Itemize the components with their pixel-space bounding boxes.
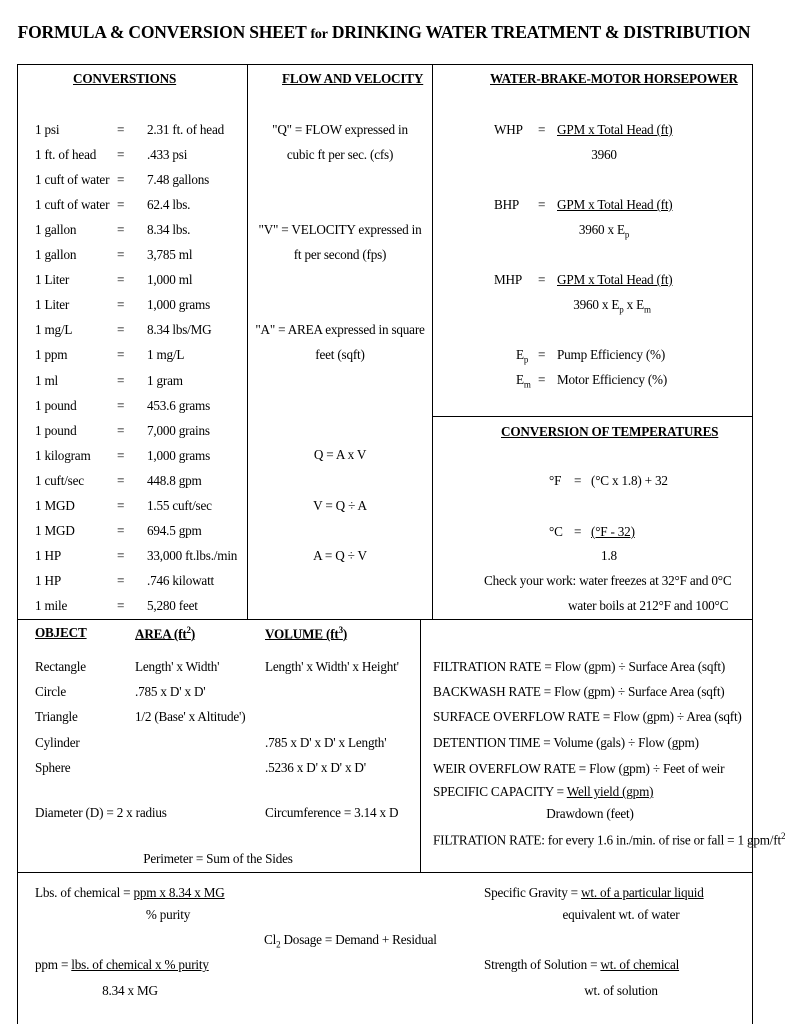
conversion-equals: =	[117, 548, 125, 563]
conversion-value: 3,785 ml	[147, 247, 193, 262]
conversion-unit: 1 Liter	[35, 297, 70, 312]
specific-gravity-denominator: equivalent wt. of water	[562, 907, 680, 922]
em-text: Motor Efficiency (%)	[557, 372, 668, 387]
whp-equals: =	[538, 122, 546, 137]
geometry-volume: .785 x D' x D' x Length'	[265, 735, 387, 750]
v-definition-line1: "V" = VELOCITY expressed in	[258, 222, 422, 237]
geometry-volume: Length' x Width' x Height'	[265, 659, 399, 674]
conversion-equals: =	[117, 172, 125, 187]
conversion-value: .746 kilowatt	[147, 573, 214, 588]
q-definition-line2: cubic ft per sec. (cfs)	[286, 147, 394, 162]
formula-a: A = Q ÷ V	[313, 548, 367, 563]
outer-right-border	[752, 64, 753, 1024]
conversion-equals: =	[117, 573, 125, 588]
title-for: for	[310, 27, 328, 42]
specific-gravity-formula: Specific Gravity = wt. of a particular liquid	[484, 885, 704, 900]
v-definition-line2: ft per second (fps)	[293, 247, 387, 262]
conversion-value: 62.4 lbs.	[147, 197, 191, 212]
geometry-object: Circle	[35, 684, 67, 699]
check-freezes: Check your work: water freezes at 32°F and 0°C	[484, 573, 732, 588]
fahrenheit-equals: =	[574, 473, 582, 488]
cl2-dosage: $Cl_2$ Dosage = Demand + Residual	[264, 932, 437, 950]
geometry-volume: .5236 x D' x D' x D'	[265, 760, 366, 775]
conversion-value: 1 gram	[147, 373, 183, 388]
check-boils: water boils at 212°F and 100°C	[568, 598, 729, 613]
conversion-equals: =	[117, 373, 125, 388]
conversion-value: 8.34 lbs.	[147, 222, 191, 237]
conversion-unit: 1 mile	[35, 598, 68, 613]
em-equals: =	[538, 372, 546, 387]
celsius-lhs: °C	[549, 524, 563, 539]
specific-capacity: SPECIFIC CAPACITY = Well yield (gpm)	[433, 784, 654, 799]
outer-top-border	[17, 64, 753, 65]
circumference-formula: Circumference = 3.14 x D	[265, 805, 399, 820]
geometry-object: Cylinder	[35, 735, 80, 750]
page-title	[0, 22, 768, 43]
geometry-object: Rectangle	[35, 659, 86, 674]
conversion-value: 1,000 grams	[147, 297, 210, 312]
conversion-value: 694.5 gpm	[147, 523, 202, 538]
conversions-heading: CONVERSTIONS	[73, 71, 177, 86]
ep-text: Pump Efficiency (%)	[557, 347, 666, 362]
conversion-value: 7.48 gallons	[147, 172, 210, 187]
conversion-value: 7,000 grains	[147, 423, 210, 438]
geometry-object: Triangle	[35, 709, 78, 724]
divider-geometry-rates	[420, 619, 421, 872]
outer-left-border	[17, 64, 18, 1024]
whp-label: WHP	[494, 122, 523, 137]
ep-symbol: $E_p$	[516, 347, 529, 365]
divider-col2	[432, 64, 433, 619]
title-rest: DRINKING WATER TREATMENT & DISTRIBUTION	[331, 22, 751, 42]
conversion-equals: =	[117, 147, 125, 162]
conversion-unit: 1 MGD	[35, 498, 75, 513]
conversion-equals: =	[117, 272, 125, 287]
conversion-unit: 1 cuft of water	[35, 197, 110, 212]
ppm-denominator: 8.34 x MG	[102, 983, 158, 998]
conversion-equals: =	[117, 122, 125, 137]
whp-numerator: GPM x Total Head (ft)	[557, 122, 673, 137]
mhp-equals: =	[538, 272, 546, 287]
conversion-value: 5,280 feet	[147, 598, 198, 613]
detention-time: DETENTION TIME = Volume (gals) ÷ Flow (gpm)	[433, 735, 699, 750]
conversion-unit: 1 Liter	[35, 272, 70, 287]
filtration-rate: FILTRATION RATE = Flow (gpm) ÷ Surface Area (sqft)	[433, 659, 726, 674]
title-main: FORMULA & CONVERSION SHEET	[17, 22, 307, 42]
conversion-value: 1.55 cuft/sec	[147, 498, 212, 513]
temperature-heading: CONVERSION OF TEMPERATURES	[501, 424, 719, 439]
geometry-area: Length' x Width'	[135, 659, 220, 674]
lbs-chemical-formula: Lbs. of chemical = ppm x 8.34 x MG	[35, 885, 225, 900]
horsepower-heading: WATER-BRAKE-MOTOR HORSEPOWER	[490, 71, 738, 86]
mhp-label: MHP	[494, 272, 522, 287]
ppm-formula: ppm = lbs. of chemical x % purity	[35, 957, 209, 972]
ep-equals: =	[538, 347, 546, 362]
conversion-value: 1 mg/L	[147, 347, 185, 362]
weir-overflow-rate: WEIR OVERFLOW RATE = Flow (gpm) ÷ Feet of weir	[433, 761, 725, 776]
conversion-unit: 1 HP	[35, 548, 61, 563]
conversion-equals: =	[117, 448, 125, 463]
conversion-unit: 1 mg/L	[35, 322, 73, 337]
conversion-value: 33,000 ft.lbs./min	[147, 548, 238, 563]
strength-of-solution-formula: Strength of Solution = wt. of chemical	[484, 957, 680, 972]
area-heading: AREA $(ft^2)$	[135, 625, 196, 642]
perimeter-formula: Perimeter = Sum of the Sides	[143, 851, 293, 866]
conversion-equals: =	[117, 398, 125, 413]
geometry-area: .785 x D' x D'	[135, 684, 206, 699]
conversion-equals: =	[117, 598, 125, 613]
conversion-equals: =	[117, 247, 125, 262]
conversion-equals: =	[117, 347, 125, 362]
conversion-value: .433 psi	[147, 147, 188, 162]
conversion-unit: 1 pound	[35, 423, 77, 438]
celsius-equals: =	[574, 524, 582, 539]
conversion-value: 1,000 ml	[147, 272, 193, 287]
conversion-value: 2.31 ft. of head	[147, 122, 225, 137]
formula-v: V = Q ÷ A	[313, 498, 367, 513]
object-heading: OBJECT	[35, 625, 87, 640]
conversion-unit: 1 ml	[35, 373, 59, 388]
conversion-equals: =	[117, 222, 125, 237]
bhp-equals: =	[538, 197, 546, 212]
strength-of-solution-denominator: wt. of solution	[584, 983, 658, 998]
mhp-numerator: GPM x Total Head (ft)	[557, 272, 673, 287]
conversion-unit: 1 HP	[35, 573, 61, 588]
conversion-equals: =	[117, 197, 125, 212]
conversion-value: 448.8 gpm	[147, 473, 202, 488]
conversion-equals: =	[117, 498, 125, 513]
geometry-area: 1/2 (Base' x Altitude')	[135, 709, 246, 724]
em-symbol: $E_m$	[516, 372, 531, 390]
divider-hp-temp	[432, 416, 753, 417]
fahrenheit-lhs: °F	[549, 473, 562, 488]
conversion-unit: 1 cuft/sec	[35, 473, 84, 488]
conversion-unit: 1 psi	[35, 122, 60, 137]
divider-row3	[17, 872, 753, 873]
q-definition-line1: "Q" = FLOW expressed in	[272, 122, 408, 137]
celsius-denominator: 1.8	[601, 548, 617, 563]
conversion-unit: 1 gallon	[35, 247, 77, 262]
conversion-unit: 1 ft. of head	[35, 147, 97, 162]
a-definition-line2: feet (sqft)	[315, 347, 365, 362]
conversion-unit: 1 pound	[35, 398, 77, 413]
divider-col1	[247, 64, 248, 619]
celsius-numerator: (°F - 32)	[591, 524, 635, 539]
mhp-denominator: 3960 x $E_p$ x $E_m$	[573, 297, 651, 315]
conversion-equals: =	[117, 322, 125, 337]
volume-heading: VOLUME $(ft^3)$	[265, 625, 348, 642]
geometry-object: Sphere	[35, 760, 71, 775]
conversion-unit: 1 kilogram	[35, 448, 91, 463]
filtration-rate-rise: FILTRATION RATE: for every 1.6 in./min. of rise or fall = 1 gpm/$ft^2$	[433, 831, 785, 848]
specific-capacity-denominator: Drawdown (feet)	[546, 806, 634, 821]
formula-q: Q = A x V	[313, 447, 367, 462]
conversion-value: 453.6 grams	[147, 398, 210, 413]
bhp-denominator: 3960 x $E_p$	[578, 222, 630, 240]
conversion-unit: 1 MGD	[35, 523, 75, 538]
flow-heading: FLOW AND VELOCITY	[282, 71, 424, 86]
lbs-chemical-denominator: % purity	[145, 907, 191, 922]
conversion-unit: 1 gallon	[35, 222, 77, 237]
bhp-label: BHP	[494, 197, 520, 212]
conversion-unit: 1 ppm	[35, 347, 68, 362]
a-definition-line1: "A" = AREA expressed in square	[255, 322, 425, 337]
conversion-unit: 1 cuft of water	[35, 172, 110, 187]
whp-denominator: 3960	[591, 147, 617, 162]
surface-overflow-rate: SURFACE OVERFLOW RATE = Flow (gpm) ÷ Area (sqft)	[433, 709, 742, 724]
backwash-rate: BACKWASH RATE = Flow (gpm) ÷ Surface Area (sqft)	[433, 684, 725, 699]
divider-row2	[17, 619, 753, 620]
conversion-equals: =	[117, 473, 125, 488]
conversion-value: 8.34 lbs/MG	[147, 322, 212, 337]
conversion-equals: =	[117, 423, 125, 438]
conversion-value: 1,000 grams	[147, 448, 210, 463]
diameter-formula: Diameter (D) = 2 x radius	[35, 805, 167, 820]
conversion-equals: =	[117, 523, 125, 538]
conversion-equals: =	[117, 297, 125, 312]
fahrenheit-rhs: (°C x 1.8) + 32	[591, 473, 668, 488]
bhp-numerator: GPM x Total Head (ft)	[557, 197, 673, 212]
